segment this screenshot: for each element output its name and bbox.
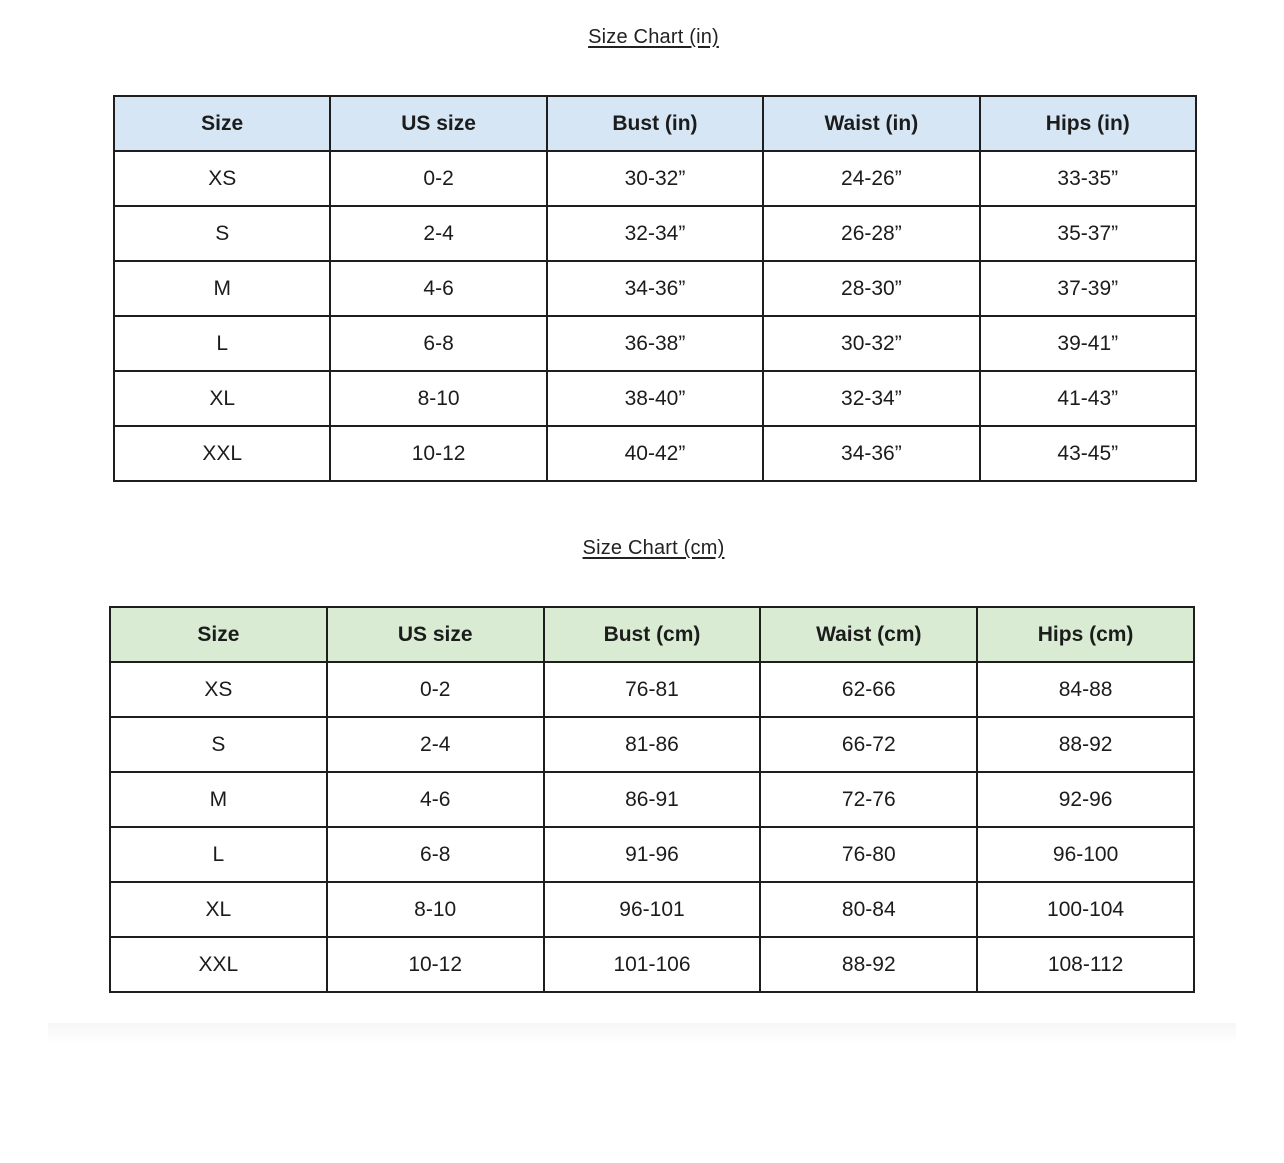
cell-bust: 91-96	[544, 827, 761, 882]
cell-waist: 26-28”	[763, 206, 979, 261]
cell-hips: 39-41”	[980, 316, 1196, 371]
cell-bust: 40-42”	[547, 426, 763, 481]
size-chart-cm-title: Size Chart (cm)	[582, 537, 725, 559]
cell-hips: 43-45”	[980, 426, 1196, 481]
cell-bust: 86-91	[544, 772, 761, 827]
cell-bust: 76-81	[544, 662, 761, 717]
cell-hips: 33-35”	[980, 151, 1196, 206]
table-row	[110, 717, 1194, 772]
table-row	[114, 151, 1196, 206]
cell-waist: 24-26”	[763, 151, 979, 206]
cell-us-size: 8-10	[330, 371, 546, 426]
column-header-us-size: US size	[330, 96, 546, 151]
cell-hips: 35-37”	[980, 206, 1196, 261]
cell-us-size: 2-4	[330, 206, 546, 261]
cell-size: XS	[110, 662, 327, 717]
table-row	[110, 662, 1194, 717]
column-header-bust: Bust (in)	[547, 96, 763, 151]
cell-waist: 32-34”	[763, 371, 979, 426]
cell-bust: 32-34”	[547, 206, 763, 261]
cell-us-size: 0-2	[327, 662, 544, 717]
cell-us-size: 0-2	[330, 151, 546, 206]
column-header-waist: Waist (cm)	[760, 607, 977, 662]
column-header-us-size: US size	[327, 607, 544, 662]
cell-hips: 88-92	[977, 717, 1194, 772]
table-row	[110, 827, 1194, 882]
table-row	[110, 882, 1194, 937]
cell-us-size: 10-12	[327, 937, 544, 992]
table-row	[114, 426, 1196, 481]
cell-us-size: 6-8	[330, 316, 546, 371]
cell-bust: 30-32”	[547, 151, 763, 206]
cell-bust: 96-101	[544, 882, 761, 937]
cell-waist: 88-92	[760, 937, 977, 992]
cell-waist: 66-72	[760, 717, 977, 772]
cell-size: XS	[114, 151, 330, 206]
cell-hips: 84-88	[977, 662, 1194, 717]
cell-size: XXL	[110, 937, 327, 992]
cell-size: M	[114, 261, 330, 316]
cell-size: XL	[114, 371, 330, 426]
cell-hips: 37-39”	[980, 261, 1196, 316]
cell-hips: 92-96	[977, 772, 1194, 827]
cell-us-size: 2-4	[327, 717, 544, 772]
size-chart-inches-table	[113, 95, 1197, 482]
cell-us-size: 8-10	[327, 882, 544, 937]
cell-us-size: 6-8	[327, 827, 544, 882]
column-header-bust: Bust (cm)	[544, 607, 761, 662]
table-row	[114, 206, 1196, 261]
cell-hips: 100-104	[977, 882, 1194, 937]
cell-size: M	[110, 772, 327, 827]
cell-waist: 30-32”	[763, 316, 979, 371]
cell-size: L	[114, 316, 330, 371]
cell-bust: 101-106	[544, 937, 761, 992]
cell-size: S	[114, 206, 330, 261]
column-header-size: Size	[114, 96, 330, 151]
table-header-row	[110, 607, 1194, 662]
cell-waist: 28-30”	[763, 261, 979, 316]
cell-size: S	[110, 717, 327, 772]
cell-waist: 76-80	[760, 827, 977, 882]
cell-size: XXL	[114, 426, 330, 481]
column-header-hips: Hips (in)	[980, 96, 1196, 151]
table-row	[114, 261, 1196, 316]
cell-hips: 41-43”	[980, 371, 1196, 426]
cell-us-size: 4-6	[327, 772, 544, 827]
cell-size: L	[110, 827, 327, 882]
bottom-fade-band	[48, 1023, 1236, 1043]
cell-bust: 81-86	[544, 717, 761, 772]
cell-waist: 34-36”	[763, 426, 979, 481]
cell-us-size: 10-12	[330, 426, 546, 481]
column-header-hips: Hips (cm)	[977, 607, 1194, 662]
table-row	[110, 772, 1194, 827]
cell-waist: 80-84	[760, 882, 977, 937]
cell-waist: 72-76	[760, 772, 977, 827]
table-row	[110, 937, 1194, 992]
table-row	[114, 371, 1196, 426]
cell-size: XL	[110, 882, 327, 937]
column-header-waist: Waist (in)	[763, 96, 979, 151]
cell-hips: 96-100	[977, 827, 1194, 882]
size-chart-cm-table	[109, 606, 1195, 993]
column-header-size: Size	[110, 607, 327, 662]
cell-bust: 38-40”	[547, 371, 763, 426]
cell-waist: 62-66	[760, 662, 977, 717]
table-row	[114, 316, 1196, 371]
cell-us-size: 4-6	[330, 261, 546, 316]
cell-hips: 108-112	[977, 937, 1194, 992]
size-chart-inches-title: Size Chart (in)	[588, 26, 719, 48]
cell-bust: 34-36”	[547, 261, 763, 316]
cell-bust: 36-38”	[547, 316, 763, 371]
table-header-row	[114, 96, 1196, 151]
